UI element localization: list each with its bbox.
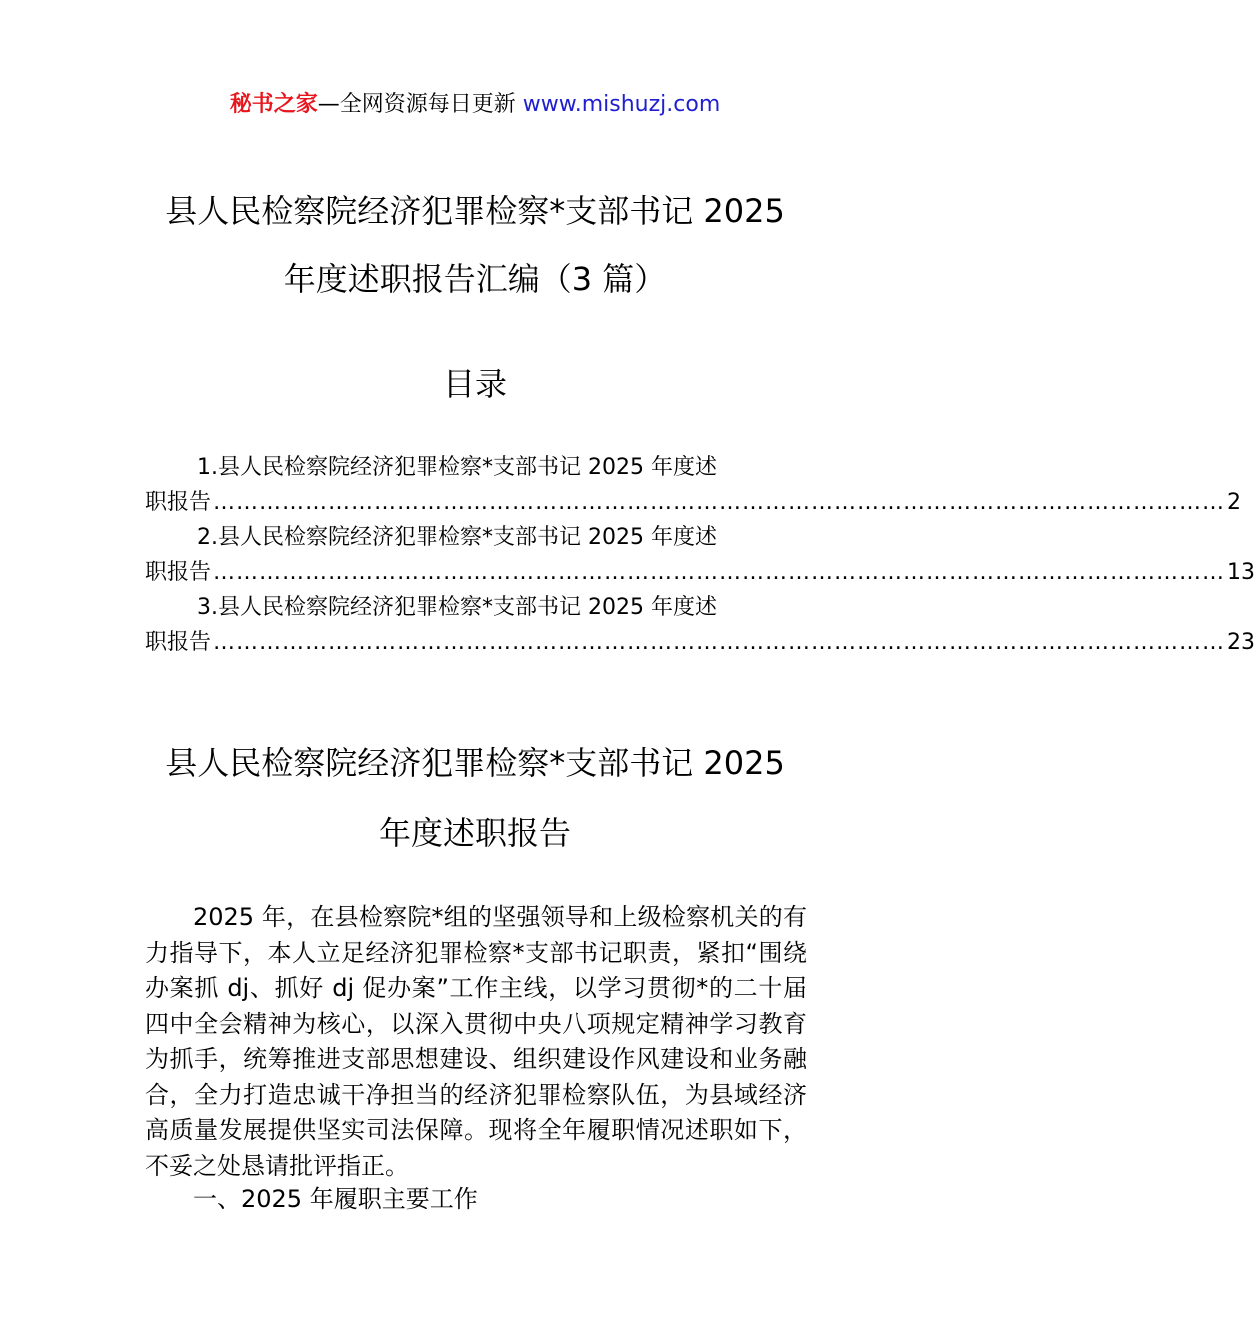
- site-header: [0, 88, 950, 122]
- toc-entry-title: 2.县人民检察院经济犯罪检察*支部书记 2025 年度述: [197, 525, 717, 550]
- body-paragraph: 2025 年，在县检察院*组的坚强领导和上级检察机关的有力指导下，本人立足经济犯罪检察*支部书记职责，紧扣“围绕办案抓 dj、抓好 dj 促办案”工作主线，以学习贯彻*的二十届四中全会精神为核心，以深入贯彻中央八项规定精神学习教育为抓手，统筹推进支部思想建设、组织建设作风建设和业务融合，全力打造忠诚干净担当的经济犯罪检察队伍，为县域经济高质量发展提供坚实司法保障。现将全年履职情况述职如下，不妥之处恳请批评指正。: [145, 903, 807, 1180]
- toc-heading: 目录: [442, 365, 507, 403]
- brand-name: 秘书之家: [229, 92, 318, 117]
- site-url-link[interactable]: www.mishuzj.com: [522, 92, 721, 117]
- toc-entry-title: 1.县人民检察院经济犯罪检察*支部书记 2025 年度述: [197, 455, 717, 480]
- toc-entry-title-cont: 职报告: [145, 630, 212, 655]
- toc-leader-dots: ……………………………………………………………………………………………………………………: [213, 560, 1226, 585]
- toc-entry[interactable]: [145, 450, 1242, 520]
- section-title-line1: 县人民检察院经济犯罪检察*支部书记 2025: [165, 744, 785, 782]
- table-of-contents: [145, 450, 1255, 660]
- toc-leader-dots: ……………………………………………………………………………………………………………………: [213, 490, 1226, 515]
- toc-entry[interactable]: [145, 590, 1255, 660]
- toc-leader-dots: ……………………………………………………………………………………………………………………: [213, 630, 1226, 655]
- toc-page-number: 13: [1227, 560, 1255, 585]
- toc-page-number: 23: [1227, 630, 1255, 655]
- document-title-line2: 年度述职报告汇编（3 篇）: [283, 260, 667, 298]
- toc-entry-title-cont: 职报告: [145, 490, 212, 515]
- toc-page-number: 2: [1227, 490, 1242, 515]
- section-title-line2: 年度述职报告: [378, 814, 571, 852]
- toc-entry-title-cont: 职报告: [145, 560, 212, 585]
- toc-entry-title: 3.县人民检察院经济犯罪检察*支部书记 2025 年度述: [197, 595, 717, 620]
- document-title-line1: 县人民检察院经济犯罪检察*支部书记 2025: [165, 192, 785, 230]
- toc-entry[interactable]: [145, 520, 1255, 590]
- header-tagline: —全网资源每日更新: [317, 92, 523, 117]
- section-heading-one: 一、2025 年履职主要工作: [193, 1185, 478, 1213]
